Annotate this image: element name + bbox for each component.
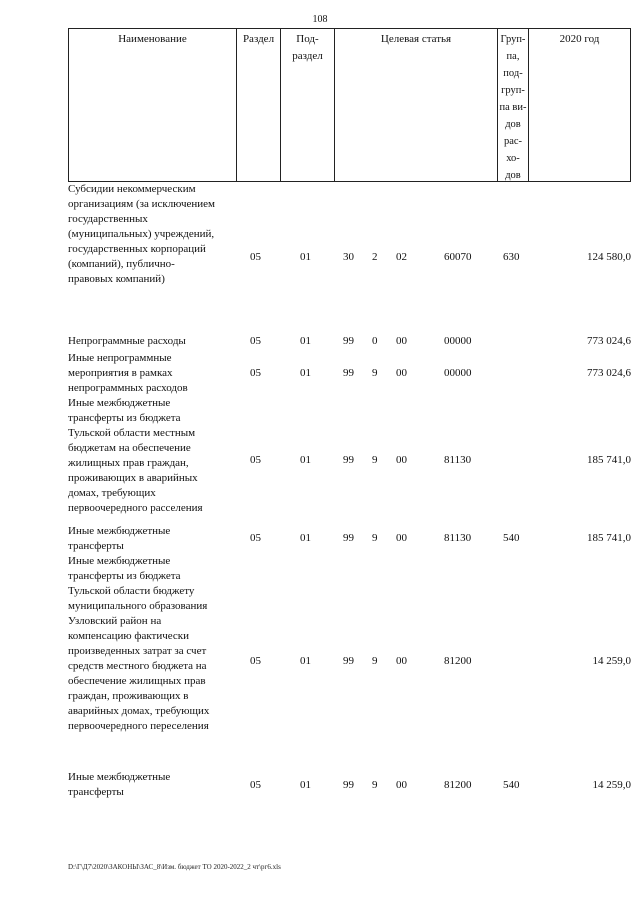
row-razdel: 05 — [250, 655, 261, 667]
row-name-line: Тульской области бюджету — [68, 585, 195, 597]
header-year: 2020 год — [559, 33, 600, 45]
row-name-line: трансферты — [68, 540, 124, 552]
row-name — [68, 351, 236, 396]
row-value: 773 024,6 — [587, 335, 631, 347]
row-target-event: 00 — [396, 335, 407, 347]
row-name-line: мероприятия в рамках — [68, 367, 173, 379]
row-podrazdel: 01 — [300, 779, 311, 791]
header-podrazdel-line: Под- — [296, 33, 319, 45]
page-number: 108 — [312, 14, 328, 25]
header-name: Наименование — [118, 33, 187, 45]
row-name-line: муниципального образования — [68, 600, 208, 612]
row-group: 630 — [503, 251, 520, 263]
header-podrazdel-cell — [280, 28, 334, 182]
row-podrazdel: 01 — [300, 367, 311, 379]
row-target-subprogram: 9 — [372, 532, 378, 544]
row-value: 14 259,0 — [592, 779, 631, 791]
row-podrazdel: 01 — [300, 251, 311, 263]
header-group-line: Груп- — [500, 34, 526, 45]
row-name-line: жилищных прав граждан, — [68, 457, 189, 469]
row-target-direction: 81200 — [444, 779, 472, 791]
header-group-line: рас- — [503, 136, 523, 147]
row-target-direction: 00000 — [444, 335, 472, 347]
header-razdel: Раздел — [242, 33, 275, 45]
row-target-program: 99 — [343, 532, 354, 544]
row-razdel: 05 — [250, 779, 261, 791]
row-name-line: произведенных затрат за счет — [68, 645, 207, 657]
row-name-line: Субсидии некоммерческим — [68, 183, 196, 195]
row-podrazdel: 01 — [300, 655, 311, 667]
row-value: 185 741,0 — [587, 532, 631, 544]
row-target-subprogram: 9 — [372, 367, 378, 379]
row-name-line: трансферты — [68, 786, 124, 798]
row-name — [68, 182, 236, 287]
row-value: 185 741,0 — [587, 454, 631, 466]
row-target-event: 00 — [396, 779, 407, 791]
row-target-subprogram: 2 — [372, 251, 378, 263]
row-name-line: правовых компаний) — [68, 273, 165, 285]
row-razdel: 05 — [250, 367, 261, 379]
row-razdel: 05 — [250, 335, 261, 347]
header-group-line: дов — [505, 170, 521, 181]
row-name-line: Иные межбюджетные — [68, 771, 171, 783]
row-target-subprogram: 9 — [372, 655, 378, 667]
row-target-event: 00 — [396, 532, 407, 544]
header-group-line: под- — [503, 68, 523, 79]
row-razdel: 05 — [250, 251, 261, 263]
row-target-event: 00 — [396, 655, 407, 667]
row-name-line: обеспечение жилищных прав — [68, 675, 206, 687]
row-target-program: 99 — [343, 779, 354, 791]
row-target-program: 99 — [343, 367, 354, 379]
row-razdel: 05 — [250, 532, 261, 544]
row-name-line: организациям (за исключением — [68, 198, 216, 210]
row-name-line: государственных корпораций — [68, 243, 206, 255]
row-name-line: компенсацию фактически — [68, 630, 190, 642]
header-target: Целевая статья — [380, 33, 452, 45]
header-razdel-cell — [236, 28, 280, 182]
row-name — [68, 334, 236, 349]
row-name-line: Иные межбюджетные — [68, 555, 171, 567]
header-podrazdel-line: раздел — [292, 50, 323, 62]
header-target-cell — [334, 28, 497, 182]
header-name-cell — [68, 28, 236, 182]
row-value: 124 580,0 — [587, 251, 631, 263]
row-name-line: непрограммных расходов — [68, 382, 188, 394]
row-name-line: (компаний), публично- — [68, 258, 175, 270]
header-group-line: хо- — [506, 153, 520, 164]
row-razdel: 05 — [250, 454, 261, 466]
row-name-line: (муниципальных) учреждений, — [68, 228, 215, 240]
header-group-line: па, — [506, 51, 520, 62]
row-name-line: проживающих в аварийных — [68, 472, 198, 484]
row-target-event: 00 — [396, 367, 407, 379]
row-name-line: Иные непрограммные — [68, 352, 172, 364]
row-name — [68, 524, 236, 554]
row-target-program: 99 — [343, 335, 354, 347]
row-name-line: Тульской области местным — [68, 427, 196, 439]
row-podrazdel: 01 — [300, 532, 311, 544]
row-target-direction: 60070 — [444, 251, 472, 263]
row-target-program: 99 — [343, 454, 354, 466]
row-name-line: бюджетам на обеспечение — [68, 442, 191, 454]
row-group: 540 — [503, 532, 520, 544]
row-name-line: аварийных домах, требующих — [68, 705, 210, 717]
row-value: 14 259,0 — [592, 655, 631, 667]
row-name-line: средств местного бюджета на — [68, 660, 207, 672]
footer-file-path: D:\Г\Д7\2020\ЗАКОНЫ\ЗАС_8\Изм. бюджет ТО 2020-2022_2 чт\рг6.xls — [68, 863, 281, 871]
row-name-line: домах, требующих — [68, 487, 156, 499]
row-target-subprogram: 9 — [372, 454, 378, 466]
row-target-program: 99 — [343, 655, 354, 667]
row-group: 540 — [503, 779, 520, 791]
header-year-cell — [528, 28, 631, 182]
row-name-line: первоочередного расселения — [68, 502, 203, 514]
row-name-line: государственных — [68, 213, 148, 225]
row-target-direction: 81130 — [444, 532, 472, 544]
row-name — [68, 770, 236, 800]
row-target-event: 02 — [396, 251, 407, 263]
row-target-direction: 81130 — [444, 454, 472, 466]
row-target-direction: 00000 — [444, 367, 472, 379]
row-name — [68, 554, 236, 734]
row-target-subprogram: 0 — [372, 335, 378, 347]
row-name — [68, 396, 236, 516]
row-name-line: трансферты из бюджета — [68, 412, 181, 424]
row-target-event: 00 — [396, 454, 407, 466]
header-group-cell — [497, 28, 528, 182]
row-name-line: Иные межбюджетные — [68, 397, 171, 409]
header-group-line: дов — [505, 119, 521, 130]
header-group-line: па ви- — [499, 102, 527, 113]
row-name-line: Непрограммные расходы — [68, 335, 186, 347]
header-group-line: груп- — [501, 85, 525, 96]
row-podrazdel: 01 — [300, 454, 311, 466]
row-target-program: 30 — [343, 251, 354, 263]
row-name-line: граждан, проживающих в — [68, 690, 189, 702]
row-value: 773 024,6 — [587, 367, 631, 379]
row-podrazdel: 01 — [300, 335, 311, 347]
row-target-direction: 81200 — [444, 655, 472, 667]
row-name-line: первоочередного переселения — [68, 720, 209, 732]
row-name-line: трансферты из бюджета — [68, 570, 181, 582]
row-target-subprogram: 9 — [372, 779, 378, 791]
row-name-line: Иные межбюджетные — [68, 525, 171, 537]
row-name-line: Узловский район на — [68, 615, 162, 627]
